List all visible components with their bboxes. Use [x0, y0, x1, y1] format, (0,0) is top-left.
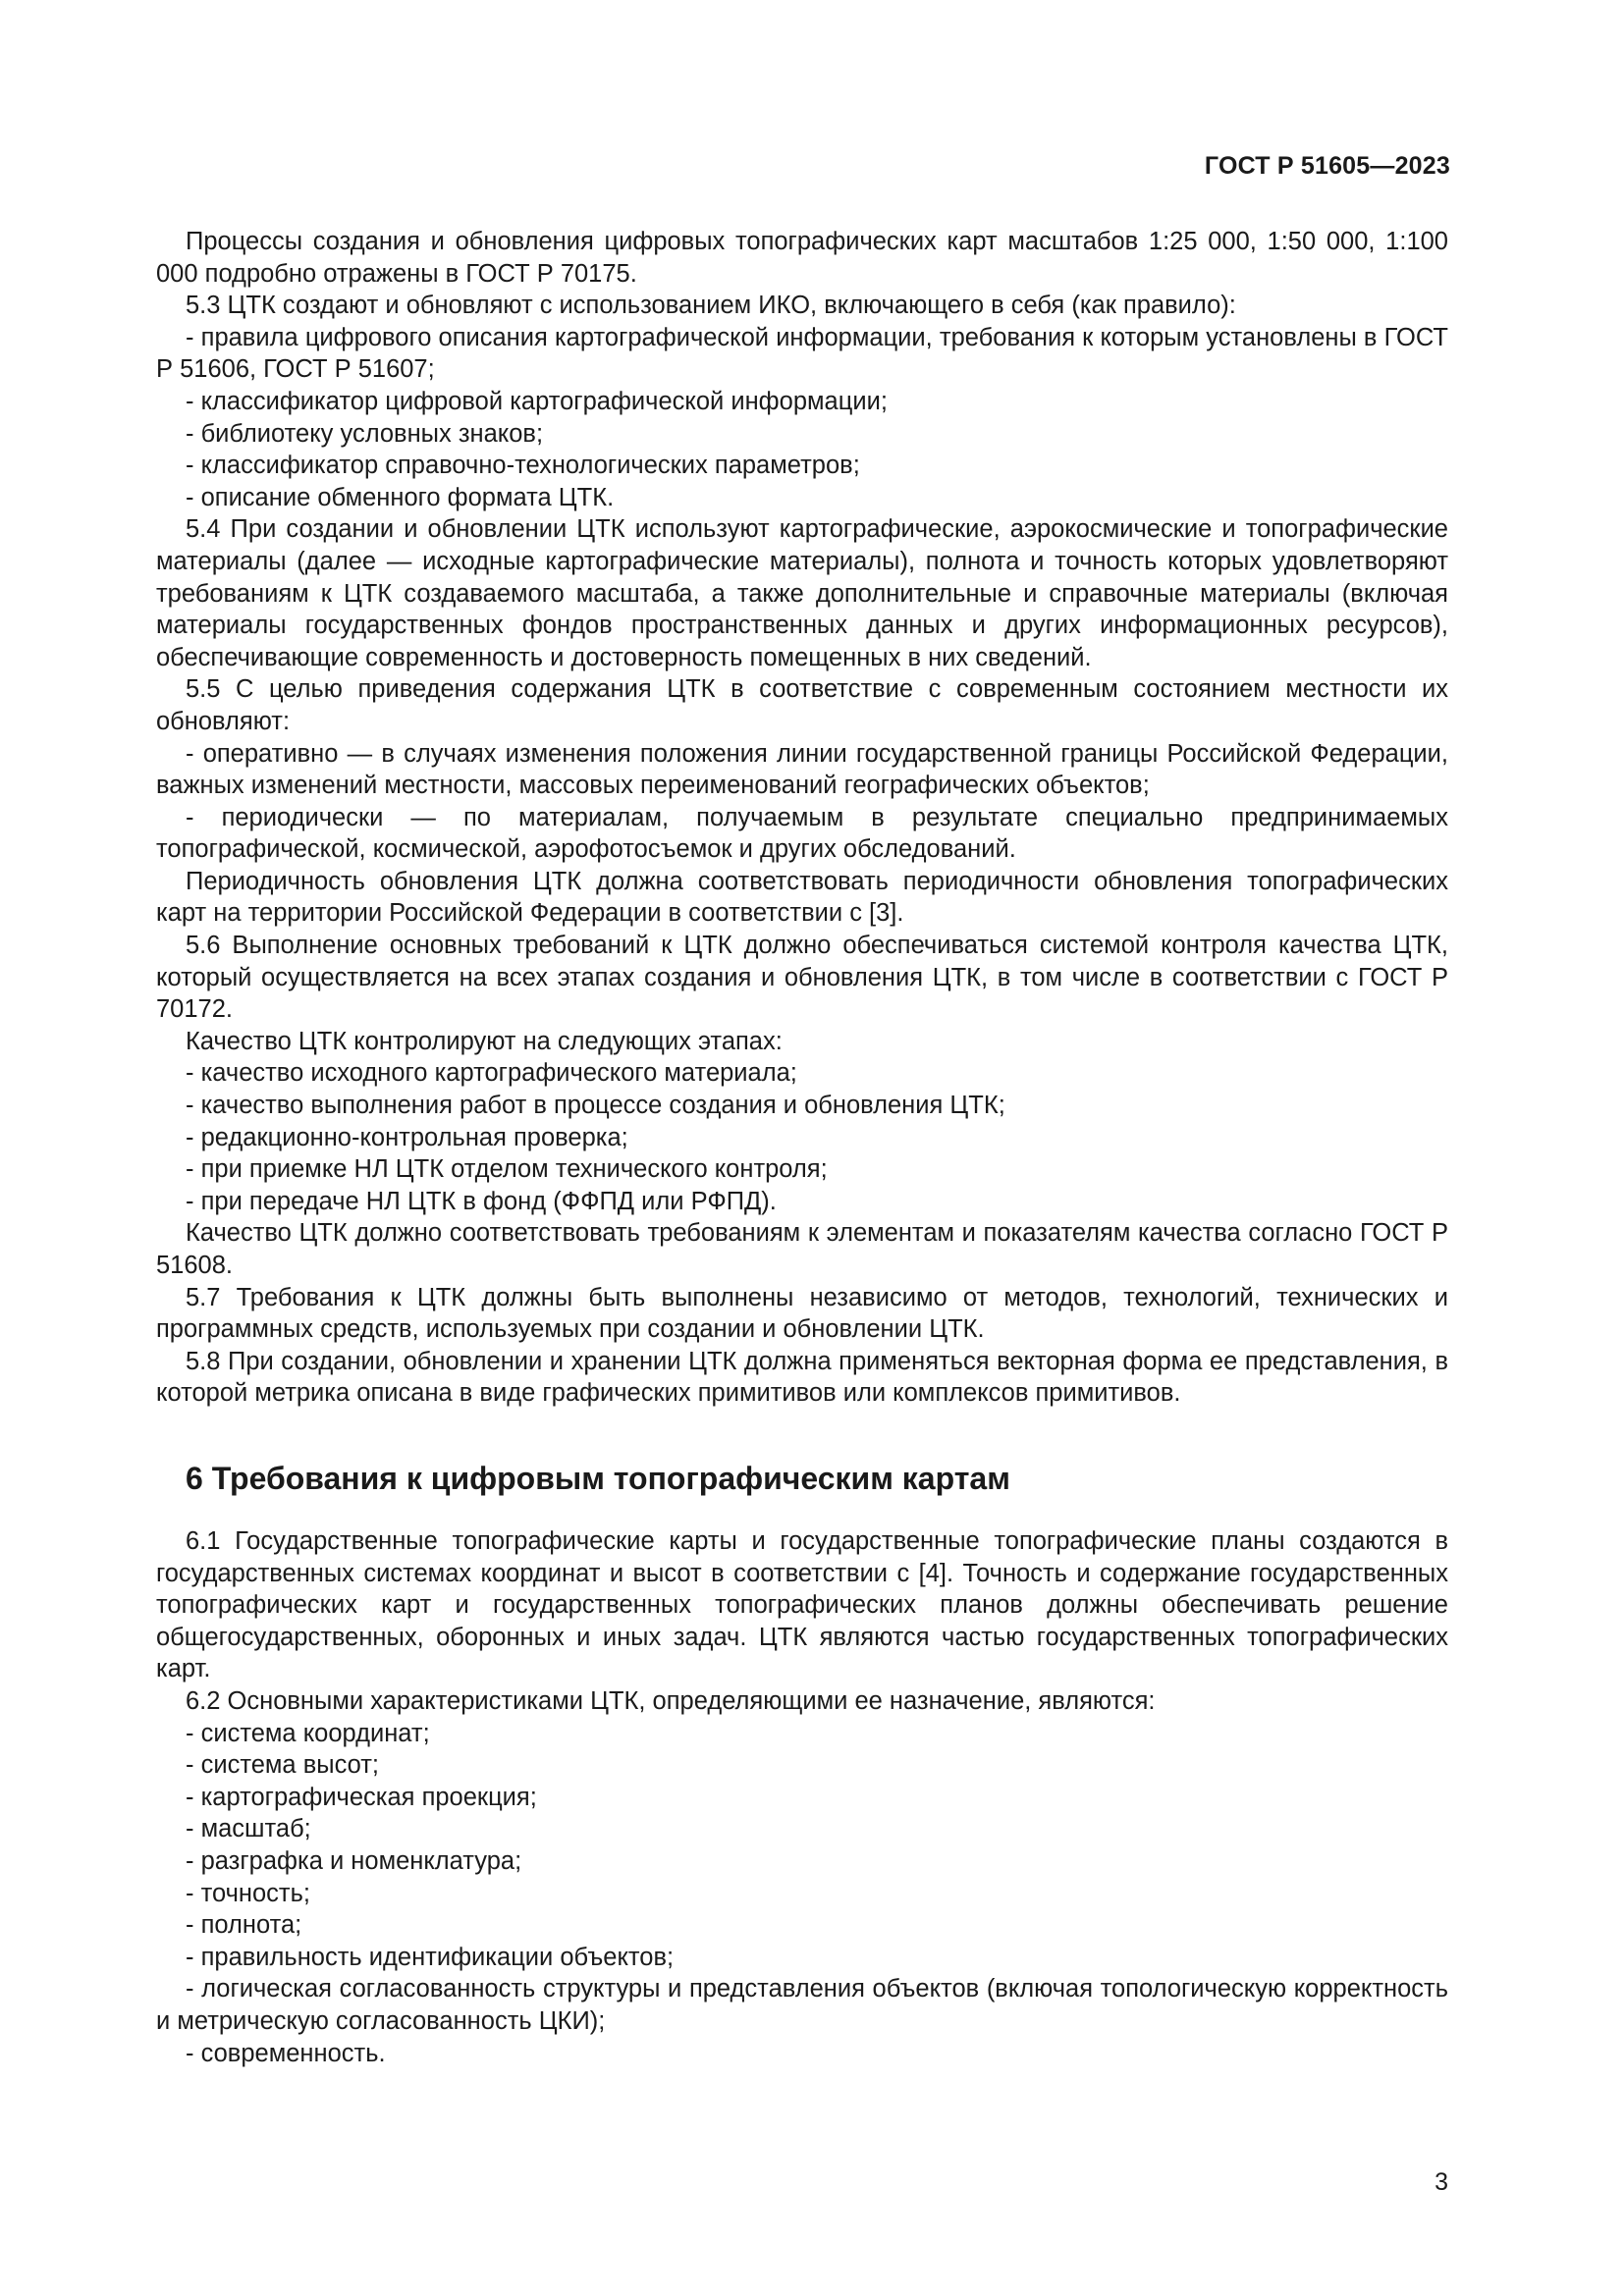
paragraph: Качество ЦТК должно соответствовать требованиям к элементам и показателям качества согласно ГОСТ Р 51608. — [156, 1219, 1448, 1279]
list-item: - правильность идентификации объектов; — [186, 1943, 675, 1971]
list-item: - разграфка и номенклатура; — [186, 1846, 522, 1875]
list-item: - правила цифрового описания картографической информации, требования к которым установлены в ГОСТ Р 51606, ГОСТ Р 51607; — [156, 323, 1448, 384]
list-item: - качество исходного картографического материала; — [186, 1059, 797, 1088]
list-item: - система координат; — [186, 1719, 430, 1747]
paragraph: 5.3 ЦТК создают и обновляют с использованием ИКО, включающего в себя (как правило): — [186, 292, 1236, 320]
paragraph: Качество ЦТК контролируют на следующих этапах: — [186, 1027, 783, 1055]
standard-id-header: ГОСТ Р 51605—2023 — [1204, 152, 1450, 180]
list-item: - качество выполнения работ в процессе создания и обновления ЦТК; — [186, 1092, 1005, 1120]
list-item: - система высот; — [186, 1751, 379, 1780]
list-item: - логическая согласованность структуры и представления объектов (включая топологическую корректность и метрическую согласованность ЦКИ); — [156, 1975, 1448, 2035]
list-item: - классификатор цифровой картографической информации; — [186, 387, 888, 415]
page-number: 3 — [1435, 2168, 1448, 2196]
list-item: - при передаче НЛ ЦТК в фонд (ФФПД или РФПД). — [186, 1187, 777, 1215]
list-item: - полнота; — [186, 1911, 302, 1940]
list-item: - библиотеку условных знаков; — [186, 419, 544, 448]
list-item: - классификатор справочно-технологических параметров; — [186, 452, 860, 480]
section-6-body — [156, 1525, 1448, 2069]
section-6-heading: 6 Требования к цифровым топографическим картам — [186, 1461, 1010, 1496]
paragraph: 6.2 Основными характеристиками ЦТК, определяющими ее назначение, являются: — [186, 1686, 1156, 1715]
list-item: - периодически — по материалам, получаемым в результате специально предпринимаемых топографической, космической, аэрофотосъемок и других обследований. — [156, 803, 1448, 864]
paragraph: Процессы создания и обновления цифровых топографических карт масштабов 1:25 000, 1:50 000, 1:100 000 подробно отражены в ГОСТ Р 70175. — [156, 228, 1448, 288]
paragraph: Периодичность обновления ЦТК должна соответствовать периодичности обновления топографических карт на территории Российской Федерации в соответствии с [3]. — [156, 867, 1448, 928]
paragraph: 5.8 При создании, обновлении и хранении ЦТК должна применяться векторная форма ее представления, в которой метрика описана в виде графических примитивов или комплексов примитивов. — [156, 1347, 1448, 1408]
list-item: - картографическая проекция; — [186, 1783, 537, 1811]
paragraph: 6.1 Государственные топографические карты и государственные топографические планы создаются в государственных системах координат и высот в соответствии с [4]. Точность и содержание государственных топографических карт и государственных топографических планов должны обеспечивать решение общегосударственных, оборонных и иных задач. ЦТК являются частью государственных топографических карт. — [156, 1527, 1448, 1683]
paragraph: 5.7 Требования к ЦТК должны быть выполнены независимо от методов, технологий, технических и программных средств, используемых при создании и обновлении ЦТК. — [156, 1283, 1448, 1344]
list-item: - оперативно — в случаях изменения положения линии государственной границы Российской Федерации, важных изменений местности, массовых переименований географических объектов; — [156, 739, 1448, 800]
list-item: - при приемке НЛ ЦТК отделом технического контроля; — [186, 1155, 828, 1184]
list-item: - описание обменного формата ЦТК. — [186, 483, 615, 511]
paragraph: 5.4 При создании и обновлении ЦТК используют картографические, аэрокосмические и топографические материалы (далее — исходные картографические материалы), полнота и точность которых удовлетворяют требованиям к ЦТК создаваемого масштаба, а также дополнительные и справочные материалы (включая материалы государственных фондов пространственных данных и других информационных ресурсов), обеспечивающие современность и достоверность помещенных в них сведений. — [156, 515, 1448, 671]
list-item: - современность. — [186, 2039, 386, 2067]
list-item: - масштаб; — [186, 1815, 311, 1843]
list-item: - редакционно-контрольная проверка; — [186, 1123, 628, 1151]
paragraph: 5.6 Выполнение основных требований к ЦТК должно обеспечиваться системой контроля качества ЦТК, который осуществляется на всех этапах создания и обновления ЦТК, в том числе в соответствии с ГОСТ Р 70172. — [156, 932, 1448, 1024]
list-item: - точность; — [186, 1879, 310, 1907]
paragraph: 5.5 С целью приведения содержания ЦТК в соответствие с современным состоянием местности их обновляют: — [156, 675, 1448, 735]
section-5-body — [156, 226, 1448, 1410]
